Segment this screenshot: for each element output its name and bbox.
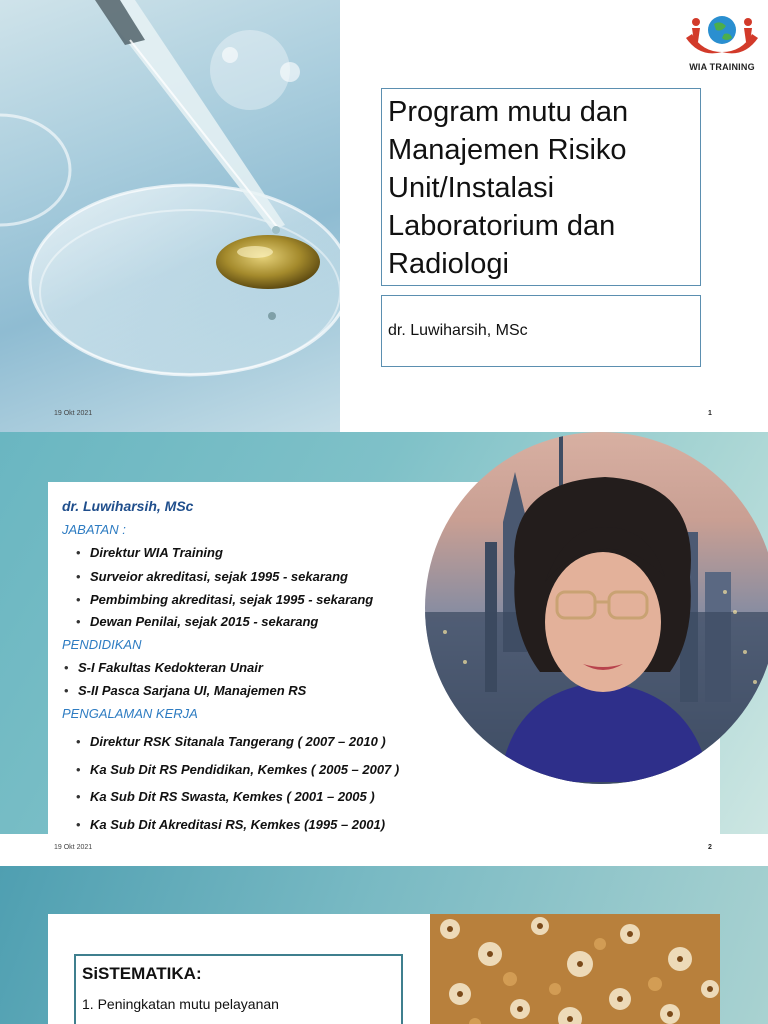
logo-text: WIA TRAINING <box>689 62 755 72</box>
pengalaman-item: • Ka Sub Dit RS Swasta, Kemkes ( 2001 – 2005 ) <box>76 789 375 804</box>
bullet: • <box>64 660 69 675</box>
sistematika-box <box>74 954 403 1024</box>
bullet: • <box>76 545 81 560</box>
speaker-portrait <box>425 432 768 784</box>
portrait-illustration <box>425 432 768 784</box>
pengalaman-heading: PENGALAMAN KERJA <box>62 706 198 721</box>
bullet: • <box>76 817 81 832</box>
pendidikan-item: • S-I Fakultas Kedokteran Unair <box>64 660 263 675</box>
jabatan-item: • Dewan Penilai, sejak 2015 - sekarang <box>76 614 319 629</box>
bullet: • <box>76 789 81 804</box>
wia-training-logo <box>680 8 764 74</box>
bullet: • <box>76 569 81 584</box>
slide-date: 19 Okt 2021 <box>54 844 93 851</box>
jabatan-heading: JABATAN : <box>62 522 126 537</box>
speaker-name: dr. Luwiharsih, MSc <box>62 498 194 514</box>
pengalaman-item: • Direktur RSK Sitanala Tangerang ( 2007 – 2010 ) <box>76 734 386 749</box>
pipette-petri-dish-image <box>0 0 340 432</box>
bullet: • <box>76 614 81 629</box>
floral-pattern-image <box>430 914 720 1024</box>
footer-band <box>0 834 768 866</box>
pipette-petri-dish-illustration <box>0 0 340 432</box>
author-name: dr. Luwiharsih, MSc <box>381 295 701 367</box>
bullet: • <box>76 762 81 777</box>
pengalaman-item: • Ka Sub Dit Akreditasi RS, Kemkes (1995 – 2001) <box>76 817 386 832</box>
sistematika-title: SiSTEMATIKA: <box>82 964 202 983</box>
bullet: • <box>64 683 69 698</box>
sistematika-item: 1. Peningkatan mutu pelayanan <box>82 996 279 1012</box>
bullet: • <box>76 734 81 749</box>
jabatan-item: • Direktur WIA Training <box>76 545 223 560</box>
pendidikan-heading: PENDIDIKAN <box>62 637 142 652</box>
jabatan-item: • Surveior akreditasi, sejak 1995 - sekarang <box>76 569 348 584</box>
jabatan-item: • Pembimbing akreditasi, sejak 1995 - sekarang <box>76 592 374 607</box>
bullet: • <box>76 592 81 607</box>
pengalaman-item: • Ka Sub Dit RS Pendidikan, Kemkes ( 2005 – 2007 ) <box>76 762 400 777</box>
floral-pattern <box>430 914 720 1024</box>
globe-people-icon <box>680 8 764 62</box>
slide-2 <box>0 432 768 866</box>
slide-date: 19 Okt 2021 <box>54 410 93 417</box>
slide-1 <box>0 0 768 432</box>
slide-number: 1 <box>708 410 712 417</box>
pendidikan-item: • S-II Pasca Sarjana UI, Manajemen RS <box>64 683 307 698</box>
slide-number: 2 <box>708 844 712 851</box>
slide-3 <box>0 866 768 1024</box>
slide-title: Program mutu dan Manajemen Risiko Unit/Instalasi Laboratorium dan Radiologi <box>381 88 701 286</box>
